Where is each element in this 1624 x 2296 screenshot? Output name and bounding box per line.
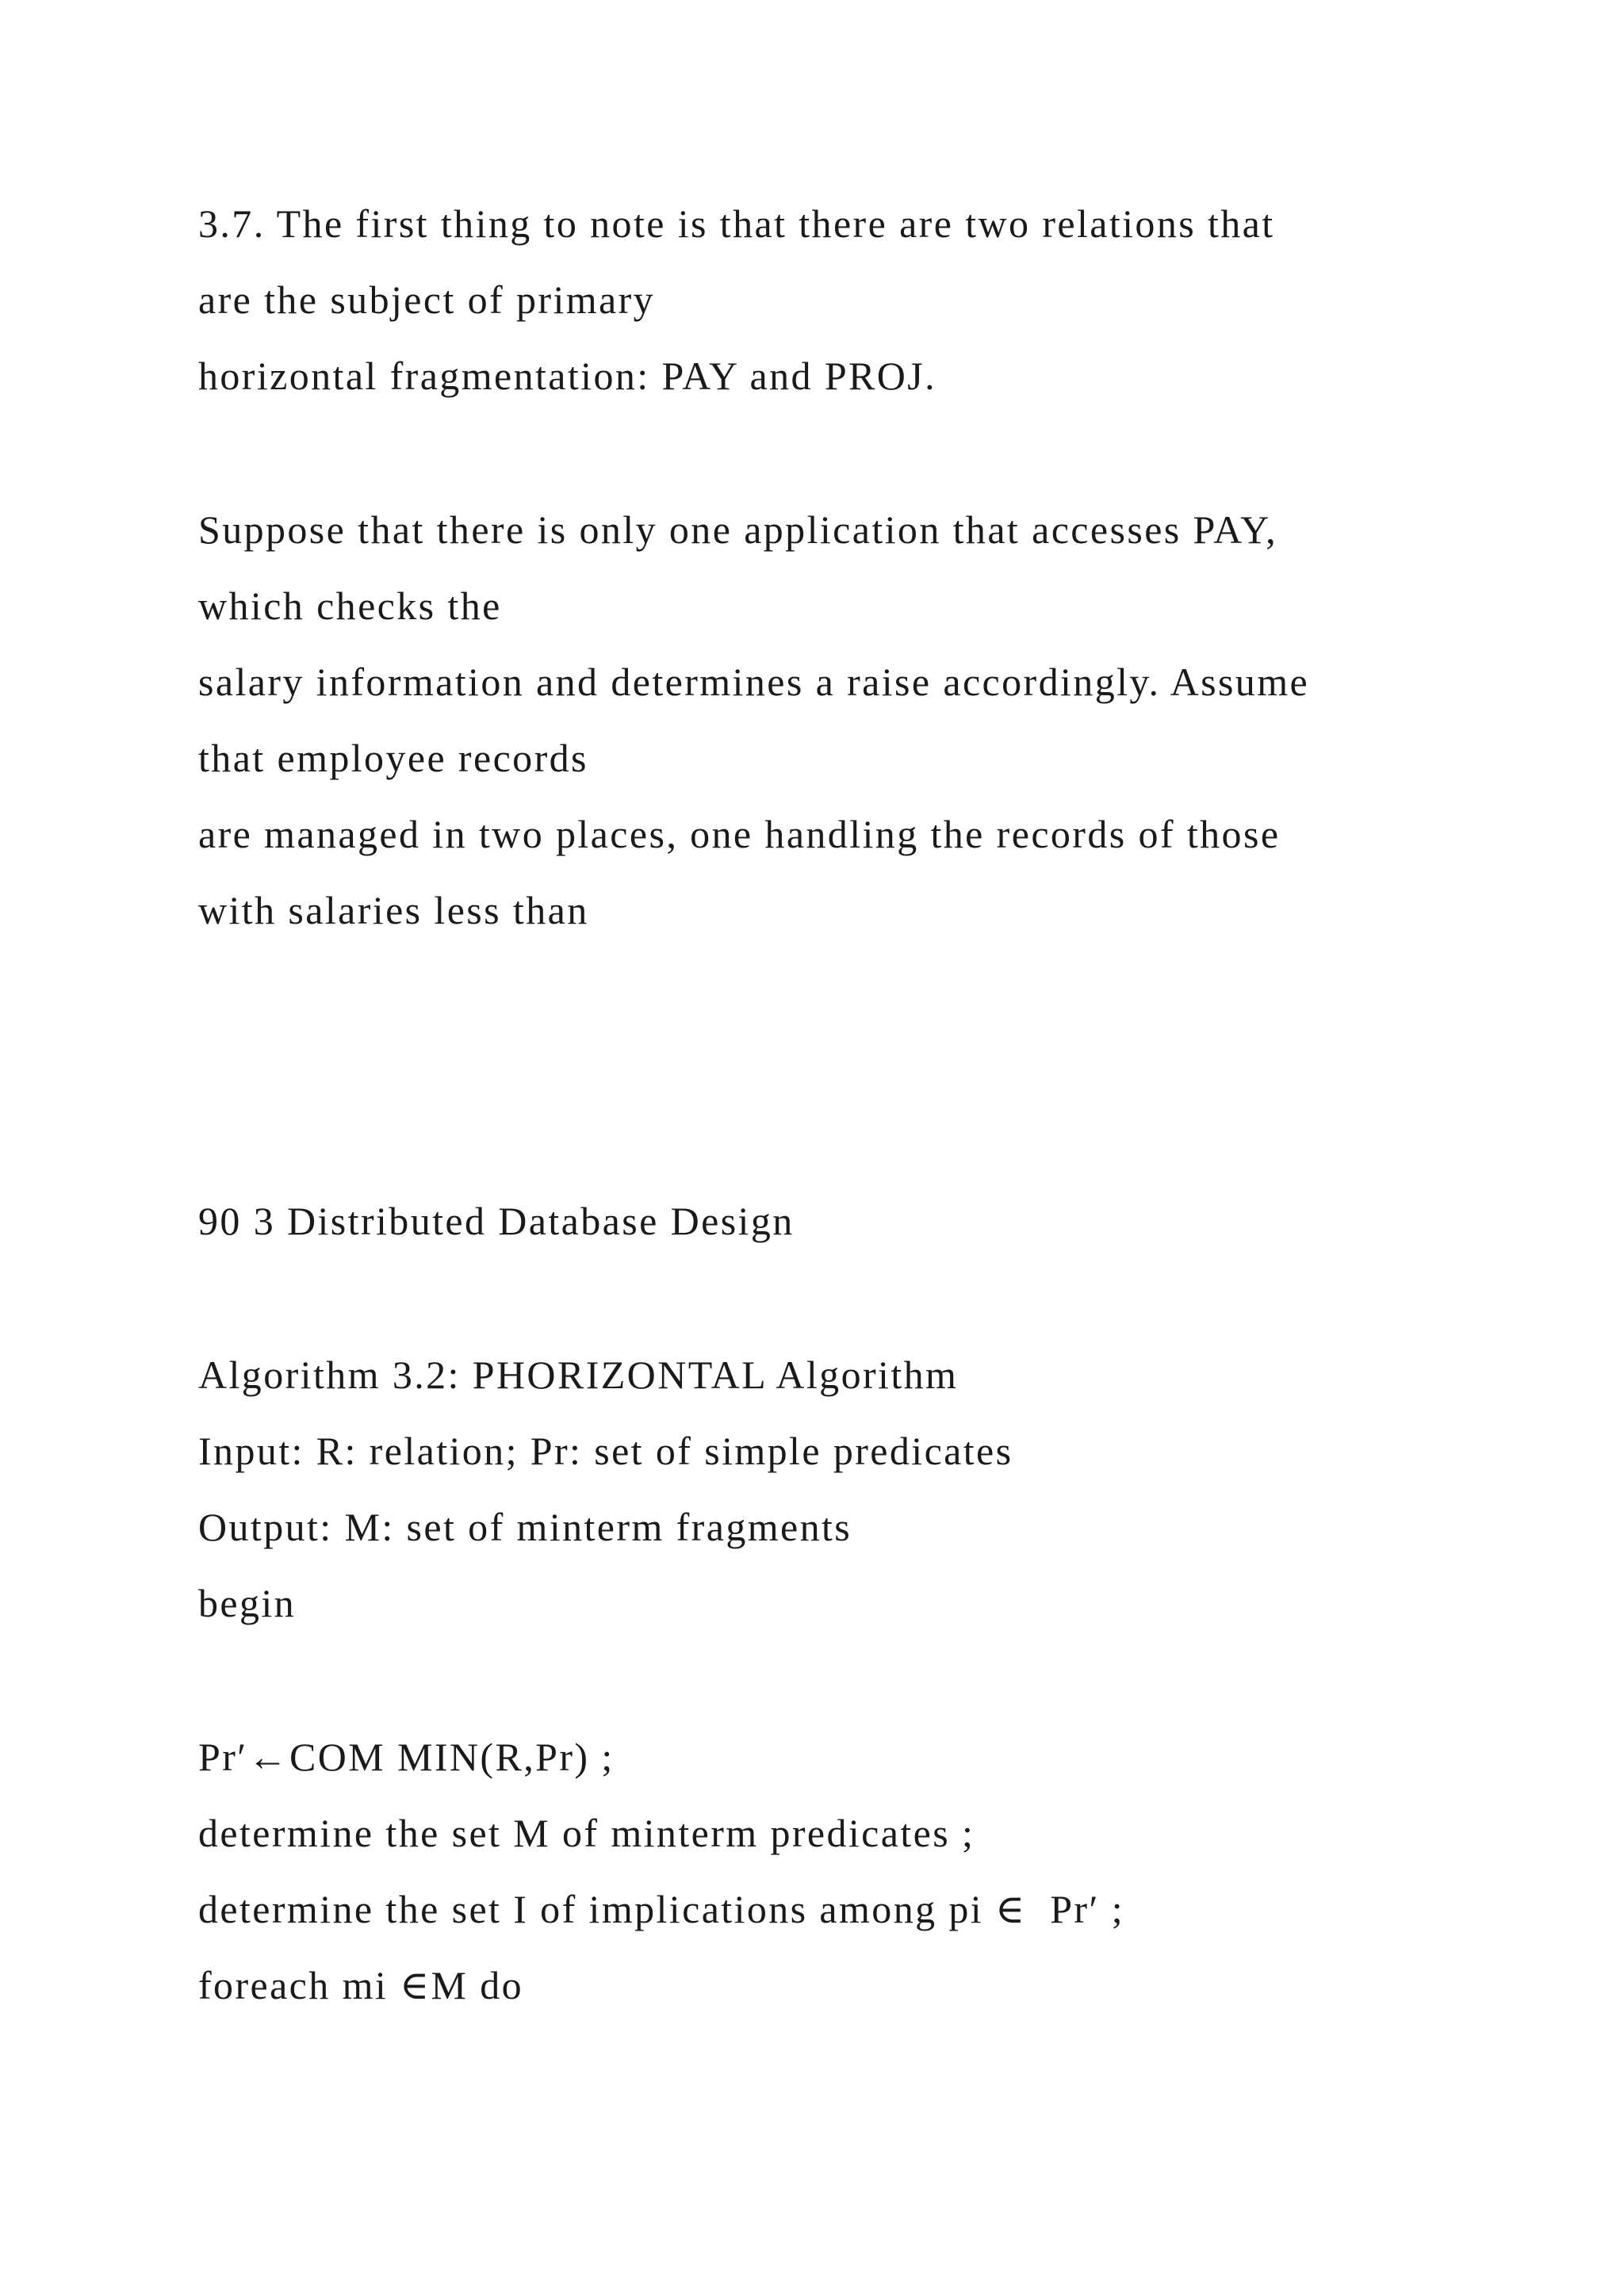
- paragraph-line: which checks the: [198, 584, 502, 628]
- algorithm-step: determine the set M of minterm predicates ;: [198, 1811, 975, 1855]
- algorithm-output: Output: M: set of minterm fragments: [198, 1505, 852, 1549]
- algorithm-begin: begin: [198, 1581, 297, 1625]
- paragraph-line: horizontal fragmentation: PAY and PROJ.: [198, 354, 937, 398]
- algorithm-step: foreach mi ∈M do: [198, 1963, 524, 2007]
- algorithm-step: Pr′←COM MIN(R,Pr) ;: [198, 1735, 615, 1779]
- paragraph-line: are the subject of primary: [198, 277, 656, 322]
- paragraph-line: that employee records: [198, 736, 588, 780]
- algorithm-title: Algorithm 3.2: PHORIZONTAL Algorithm: [198, 1353, 959, 1397]
- paragraph-line: with salaries less than: [198, 888, 589, 932]
- running-header: 90 3 Distributed Database Design: [198, 1199, 795, 1243]
- paragraph-line: are managed in two places, one handling the records of those: [198, 812, 1281, 856]
- algorithm-input: Input: R: relation; Pr: set of simple predicates: [198, 1429, 1013, 1473]
- paragraph-line: 3.7. The first thing to note is that there are two relations that: [198, 201, 1275, 246]
- paragraph-line: Suppose that there is only one application that accesses PAY,: [198, 507, 1278, 552]
- paragraph-line: salary information and determines a raise accordingly. Assume: [198, 660, 1310, 704]
- algorithm-step: determine the set I of implications among pi ∈ Pr′ ;: [198, 1887, 1124, 1931]
